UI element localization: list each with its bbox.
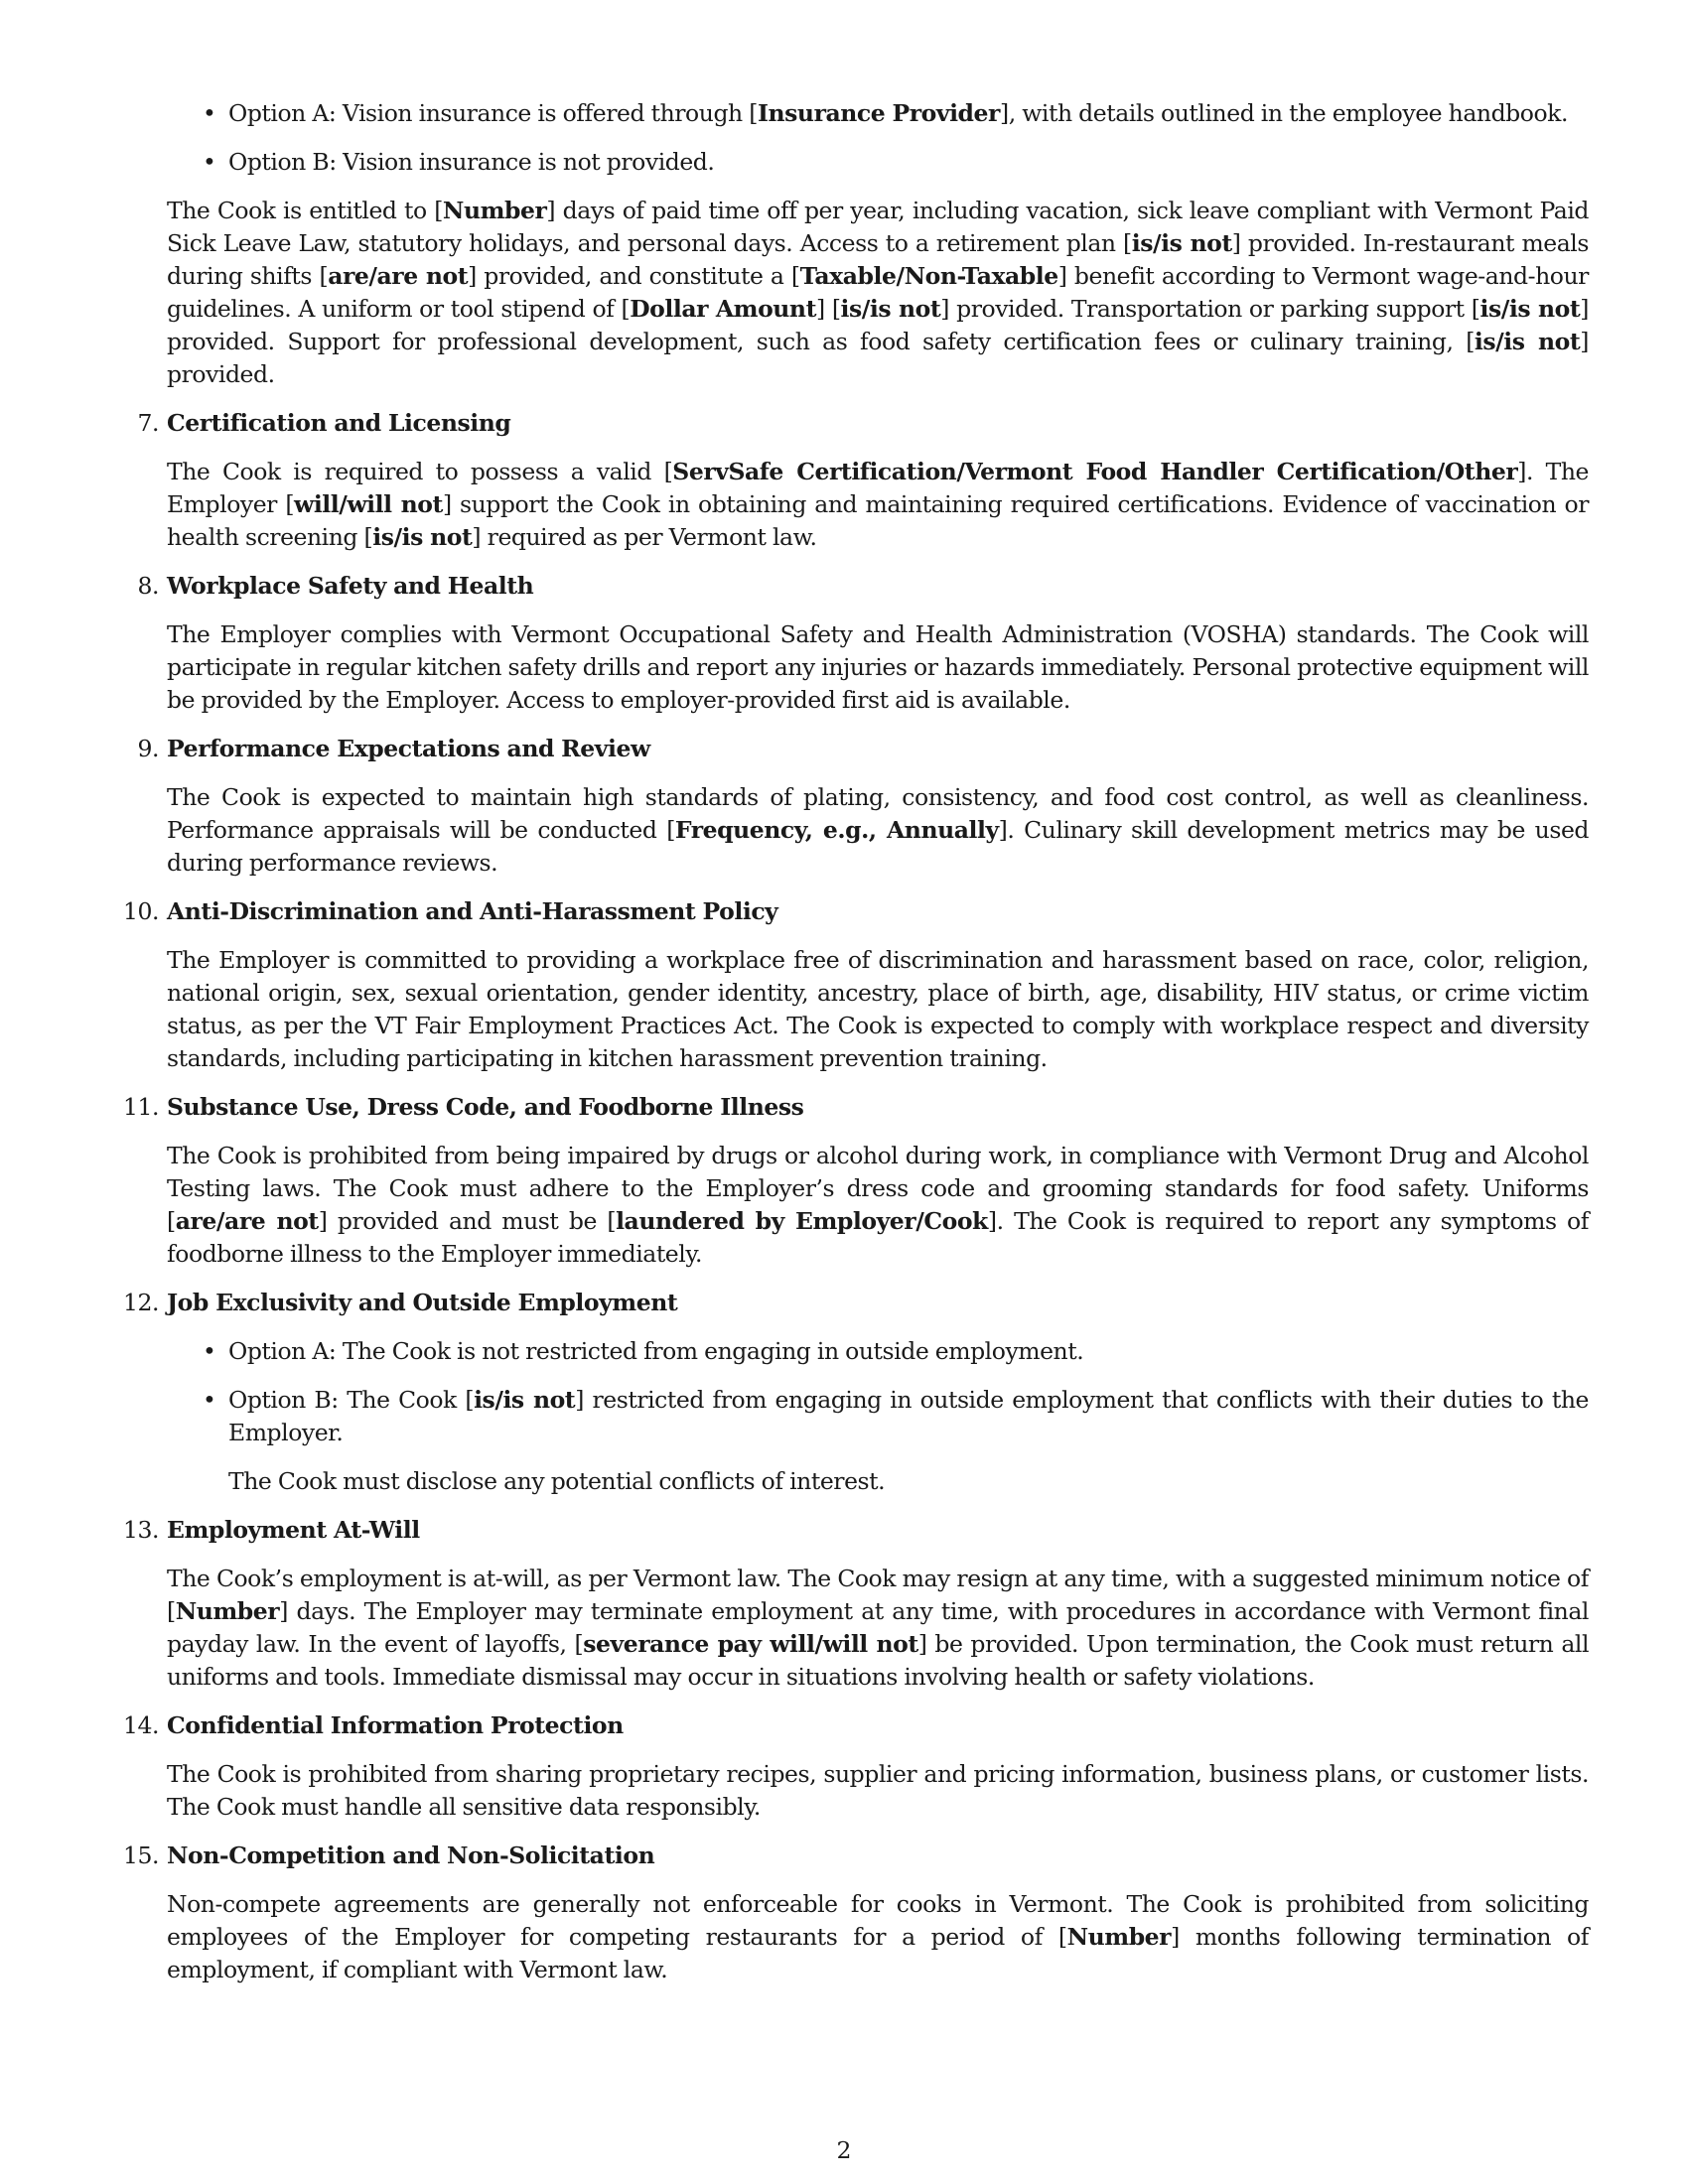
text-run: ] restricted from engaging in outside employment that conflicts with their duties to the Employer. xyxy=(228,1386,1589,1446)
text-run: ] provided and must be [ xyxy=(318,1207,617,1235)
text-run: ] support the Cook in obtaining and maintaining required certifications. Evidence of vaccination or health screening [ xyxy=(167,490,1589,551)
placeholder-field: is/is not xyxy=(372,523,473,551)
section-number: 10. xyxy=(123,897,160,925)
text-run: ] provided. Transportation or parking support [ xyxy=(940,295,1480,323)
placeholder-field: Number xyxy=(442,197,547,224)
text-run: The Cook is expected to maintain high standards of plating, consistency, and food cost control, as well as cleanliness. Performance appraisals will be conducted [ xyxy=(167,783,1589,844)
section-paragraph xyxy=(167,1758,1589,1824)
text-run: ], with details outlined in the employee handbook. xyxy=(999,99,1568,127)
section-number: 11. xyxy=(123,1093,160,1121)
section xyxy=(123,1287,1589,1498)
text-run: ] benefit according to Vermont wage-and-hour guidelines. A uniform or tool stipend of [ xyxy=(167,262,1589,323)
section xyxy=(123,1840,1590,1986)
text-run: ]. Culinary skill development metrics may be used during performance reviews. xyxy=(167,816,1589,877)
text-run: The Cook is prohibited from being impaired by drugs or alcohol during work, in compliance with Vermont Drug and Alcohol Testing laws. The Cook must adhere to the Employer’s dress code and grooming standards for food safety. Uniforms [ xyxy=(167,1142,1589,1235)
text-run: The Cook is entitled to [ xyxy=(167,197,443,224)
section-number: 12. xyxy=(123,1289,160,1316)
placeholder-field: is/is not xyxy=(1131,229,1232,257)
page-number: 2 xyxy=(836,2136,852,2164)
document-page xyxy=(123,97,1590,2002)
section xyxy=(137,570,1589,717)
section xyxy=(123,1709,1589,1824)
section-title: Certification and Licensing xyxy=(167,409,511,437)
section-title: Non-Competition and Non-Solicitation xyxy=(167,1842,655,1869)
section xyxy=(137,733,1589,880)
section-paragraph xyxy=(167,1888,1589,1986)
section-paragraph xyxy=(167,1140,1589,1271)
text-run: ] months following termination of employment, if compliant with Vermont law. xyxy=(167,1923,1590,1983)
text-run: Option A: The Cook is not restricted from engaging in outside employment. xyxy=(228,1337,1084,1365)
placeholder-field: Insurance Provider xyxy=(757,99,1000,127)
section-number: 8. xyxy=(137,572,159,600)
section-paragraph xyxy=(167,1563,1589,1694)
section-title: Workplace Safety and Health xyxy=(167,572,534,600)
text-run: Option B: The Cook [ xyxy=(228,1386,475,1414)
text-run: ] provided, and constitute a [ xyxy=(468,262,800,290)
option-item xyxy=(228,97,1589,130)
section-heading xyxy=(123,1840,1589,1872)
section-title: Job Exclusivity and Outside Employment xyxy=(167,1289,678,1316)
option-item xyxy=(228,146,1589,179)
placeholder-field: is/is not xyxy=(1474,328,1581,355)
placeholder-field: are/are not xyxy=(175,1207,319,1235)
placeholder-field: will/will not xyxy=(294,490,443,518)
placeholder-field: are/are not xyxy=(328,262,469,290)
placeholder-field: Number xyxy=(1066,1923,1172,1951)
section-number: 9. xyxy=(137,735,159,762)
text-run: [ xyxy=(749,99,758,127)
section-paragraph xyxy=(167,618,1589,717)
option-item xyxy=(228,1384,1589,1449)
placeholder-field: Frequency, e.g., Annually xyxy=(674,816,999,844)
section-heading xyxy=(137,407,1589,440)
section-title: Anti-Discrimination and Anti-Harassment Policy xyxy=(167,897,778,925)
section-title: Substance Use, Dress Code, and Foodborne Illness xyxy=(167,1093,804,1121)
section-heading xyxy=(137,570,1589,603)
section xyxy=(123,1091,1589,1271)
text-run: ] days of paid time off per year, including vacation, sick leave compliant with Vermont Paid Sick Leave Law, statutory holidays, and personal days. Access to a retirement plan [ xyxy=(167,197,1589,257)
placeholder-field: is/is not xyxy=(840,295,941,323)
vision-insurance-options xyxy=(167,97,1589,179)
text-run: ] be provided. Upon termination, the Cook must return all uniforms and tools. Immediate dismissal may occur in situations involving health or safety violations. xyxy=(167,1630,1590,1691)
text-run: ] days. The Employer may terminate employment at any time, with procedures in accordance with Vermont final payday law. In the event of layoffs, [ xyxy=(167,1597,1589,1658)
text-run: The Cook must disclose any potential conflicts of interest. xyxy=(228,1467,886,1495)
section-paragraph xyxy=(167,456,1589,554)
section-title: Employment At-Will xyxy=(167,1516,420,1544)
benefits-paragraph xyxy=(167,195,1589,391)
option-list xyxy=(167,1335,1589,1449)
placeholder-field: ServSafe Certification/Vermont Food Handler Certification/Other xyxy=(672,458,1518,485)
section-number: 13. xyxy=(123,1516,160,1544)
text-run: The Cook is required to possess a valid [ xyxy=(167,458,673,485)
text-run: ]. The Employer [ xyxy=(167,458,1589,518)
section-paragraph xyxy=(167,781,1589,880)
text-run: The Cook’s employment is at-will, as per Vermont law. The Cook may resign at any time, with a suggested minimum notice of [ xyxy=(167,1565,1589,1625)
section-number: 15. xyxy=(123,1842,160,1869)
placeholder-field: laundered by Employer/Cook xyxy=(616,1207,988,1235)
text-run: ] [ xyxy=(815,295,841,323)
section-heading xyxy=(123,1287,1589,1319)
text-run: ] provided. Support for professional development, such as food safety certification fees or culinary training, [ xyxy=(167,295,1589,355)
section-heading xyxy=(123,1514,1589,1547)
text-run: Option A: Vision insurance is offered through xyxy=(228,99,750,127)
section-paragraph xyxy=(167,1465,1589,1498)
section xyxy=(123,1514,1590,1694)
text-run: The Employer is committed to providing a workplace free of discrimination and harassment based on race, color, religion, national origin, sex, sexual orientation, gender identity, ancestry, place of birth, age, disability, HIV status, or crime victim status, as per the VT Fair Employment Practices Act. The Cook is expected to comply with workplace respect and diversity standards, including participating in kitchen harassment prevention training. xyxy=(167,946,1589,1072)
placeholder-field: Number xyxy=(175,1597,280,1625)
placeholder-field: Taxable/Non-Taxable xyxy=(799,262,1058,290)
section-number: 7. xyxy=(137,409,159,437)
section-paragraph xyxy=(167,944,1589,1075)
section-list xyxy=(123,407,1590,1986)
section-heading xyxy=(137,733,1589,765)
placeholder-field: Dollar Amount xyxy=(630,295,816,323)
text-run: Option B: Vision insurance is not provided. xyxy=(228,148,715,176)
placeholder-field: is/is not xyxy=(474,1386,576,1414)
placeholder-field: severance pay will/will not xyxy=(583,1630,918,1658)
text-run: ]. The Cook is required to report any symptoms of foodborne illness to the Employer immediately. xyxy=(167,1207,1589,1268)
section xyxy=(123,895,1589,1075)
text-run: The Employer complies with Vermont Occupational Safety and Health Administration (VOSHA) standards. The Cook will participate in regular kitchen safety drills and report any injuries or hazards immediately. Personal protective equipment will be provided by the Employer. Access to employer-provided first aid is available. xyxy=(167,620,1589,714)
text-run: ] provided. In-restaurant meals during shifts [ xyxy=(167,229,1589,290)
text-run: The Cook is prohibited from sharing proprietary recipes, supplier and pricing information, business plans, or customer lists. The Cook must handle all sensitive data responsibly. xyxy=(167,1760,1589,1821)
text-run: ] provided. xyxy=(167,328,1589,388)
section-heading xyxy=(123,1091,1589,1124)
section-heading xyxy=(123,895,1589,928)
text-run: ] required as per Vermont law. xyxy=(472,523,817,551)
section-heading xyxy=(123,1709,1589,1742)
section xyxy=(137,407,1589,554)
section-title: Confidential Information Protection xyxy=(167,1711,624,1739)
text-run: Non-compete agreements are generally not enforceable for cooks in Vermont. The Cook is prohibited from soliciting employees of the Employer for competing restaurants for a period of [ xyxy=(167,1890,1589,1951)
section-number: 14. xyxy=(123,1711,160,1739)
section-title: Performance Expectations and Review xyxy=(167,735,650,762)
placeholder-field: is/is not xyxy=(1479,295,1581,323)
option-item xyxy=(228,1335,1589,1368)
